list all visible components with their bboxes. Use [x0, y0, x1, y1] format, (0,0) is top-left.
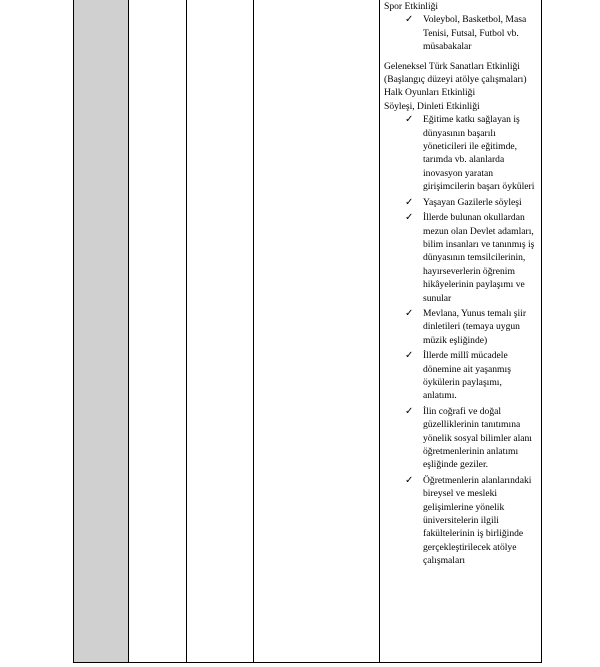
activity-heading: Geleneksel Türk Sanatları Etkinliği: [384, 60, 520, 72]
checklist-item: [384, 113, 538, 193]
checklist-item-text: Yaşayan Gazilerle söyleşi: [423, 196, 522, 208]
activity-heading: Halk Oyunları Etkinliği: [384, 87, 476, 99]
checkmark-icon: ✓: [405, 474, 414, 486]
checklist-item: [384, 307, 538, 347]
activity-heading: (Başlangıç düzeyi atölye çalışmaları): [384, 74, 527, 86]
checklist: [384, 13, 538, 53]
checkmark-icon: ✓: [405, 14, 414, 26]
checkmark-icon: ✓: [405, 405, 414, 417]
checklist-item: [384, 13, 538, 53]
table-column-divider: [253, 0, 254, 663]
checkmark-icon: ✓: [405, 212, 414, 224]
checklist-item: [384, 211, 538, 305]
checkmark-icon: ✓: [405, 350, 414, 362]
table-border-left: [73, 0, 74, 663]
shaded-column: [74, 0, 128, 662]
activity-heading: Spor Etkinliği: [384, 1, 439, 12]
checklist-item-text: İlin coğrafi ve doğal güzelliklerinin tanıtımına yönelik sosyal bilimler alanı öğretmenlerinin anlatımı eşliğinde geziler.: [423, 405, 532, 471]
checklist-item-text: Eğitime katkı sağlayan iş dünyasının başarılı yöneticileri ile eğitimde, tarımda vb. alanlarda inovasyon yaratan girişimcilerin başarı öyküleri: [423, 114, 535, 193]
table-column-divider: [379, 0, 380, 663]
checkmark-icon: ✓: [405, 307, 414, 319]
checklist-item: [384, 405, 538, 472]
checklist-item-text: İllerde millî mücadele dönemine ait yaşanmış öykülerin paylaşımı, anlatımı.: [423, 350, 511, 402]
checklist-item-text: Voleybol, Basketbol, Masa Tenisi, Futsal, Futbol vb. müsabakalar: [423, 14, 527, 53]
checklist: [384, 113, 538, 567]
checkmark-icon: ✓: [405, 114, 414, 126]
checklist-item: [384, 196, 538, 209]
checklist-item-text: Öğretmenlerin alanlarındaki bireysel ve mesleki gelişimlerine yönelik üniversitelerin ilgili fakültelerinin iş birliğinde gerçekleştirilecek atölye çalışmaları: [423, 474, 532, 567]
checklist-item-text: Mevlana, Yunus temalı şiir dinletileri (temaya uygun müzik eşliğinde): [423, 307, 527, 346]
checklist-item: [384, 349, 538, 403]
table-column-divider: [128, 0, 129, 663]
table-border-bottom: [73, 662, 542, 663]
checkmark-icon: ✓: [405, 196, 414, 208]
activity-heading: Söyleşi, Dinleti Etkinliği: [384, 100, 480, 112]
table-column-divider: [186, 0, 187, 663]
checklist-item: [384, 474, 538, 568]
activities-cell: [384, 0, 538, 570]
table-border-right: [541, 0, 542, 663]
checklist-item-text: İllerde bulunan okullardan mezun olan Devlet adamları, bilim insanları ve tanınmış iş dünyasının temsilcilerinin, hayırseverlerin öğrenim hikâyelerinin paylaşımı ve sunular: [423, 212, 535, 304]
